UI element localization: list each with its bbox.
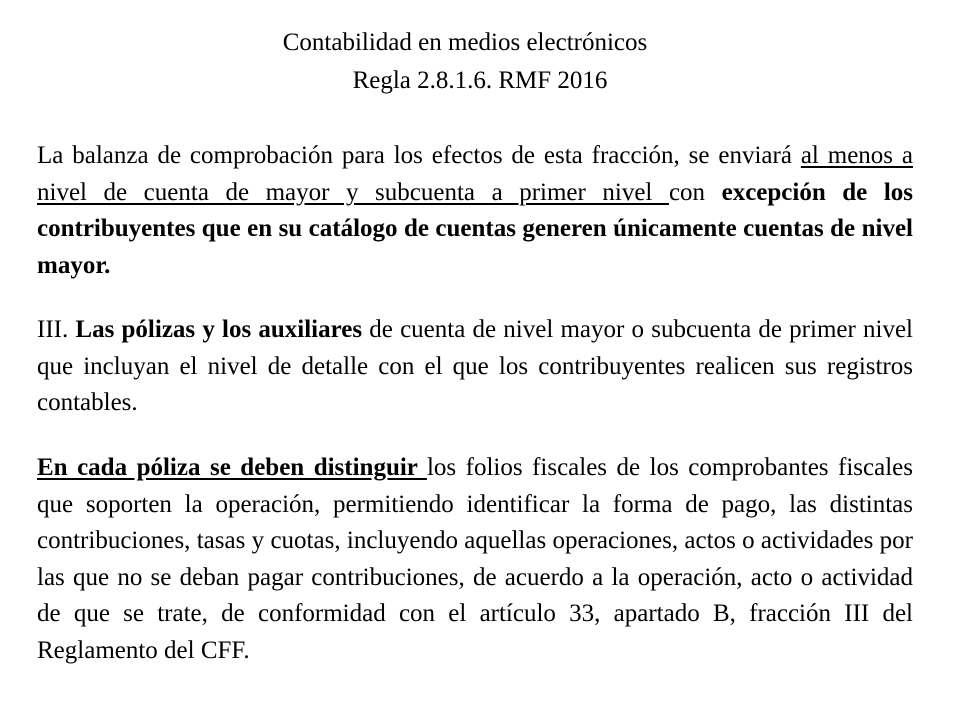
paragraph-1-bold: excepción de los contribuyentes que en su catálogo de cuentas generen únicamente cuentas de nivel mayor.: [37, 178, 913, 279]
paragraph-3-text: los folios fiscales de los comprobantes fiscales que soporten la operación, permitiendo identificar la forma de pago, las distintas contribuciones, tasas y cuotas, incluyendo aquellas operaciones, actos o actividades por las que no se deban pagar contribuciones, de acuerdo a la operación, acto o actividad de que se trate, de conformidad con el artículo 33, apartado B, fracción III del Reglamento del CFF.: [37, 454, 913, 664]
paragraph-balanza: [37, 138, 913, 284]
paragraph-distinguir: [37, 450, 913, 669]
title-line-1: Contabilidad en medios electrónicos: [282, 29, 648, 56]
paragraph-1-underlined: al menos a nivel de cuenta de mayor y subcuenta a primer nivel: [37, 142, 913, 206]
paragraph-2-prefix: III.: [37, 316, 76, 343]
paragraph-2-text: de cuenta de nivel mayor o subcuenta de primer nivel que incluyan el nivel de detalle con el que los contribuyentes realicen sus registros contables.: [37, 316, 913, 416]
paragraph-2-bold: Las pólizas y los auxiliares: [75, 316, 363, 343]
paragraph-1-text: La balanza de comprobación para los efectos de esta fracción, se enviará: [37, 142, 801, 169]
slide-title: [0, 24, 960, 100]
paragraph-3-bold-underlined: En cada póliza se deben distinguir: [37, 454, 427, 481]
title-line-2: Regla 2.8.1.6. RMF 2016: [352, 67, 608, 94]
paragraph-1-text-2: con: [668, 178, 722, 206]
paragraph-polizas: [37, 312, 913, 422]
